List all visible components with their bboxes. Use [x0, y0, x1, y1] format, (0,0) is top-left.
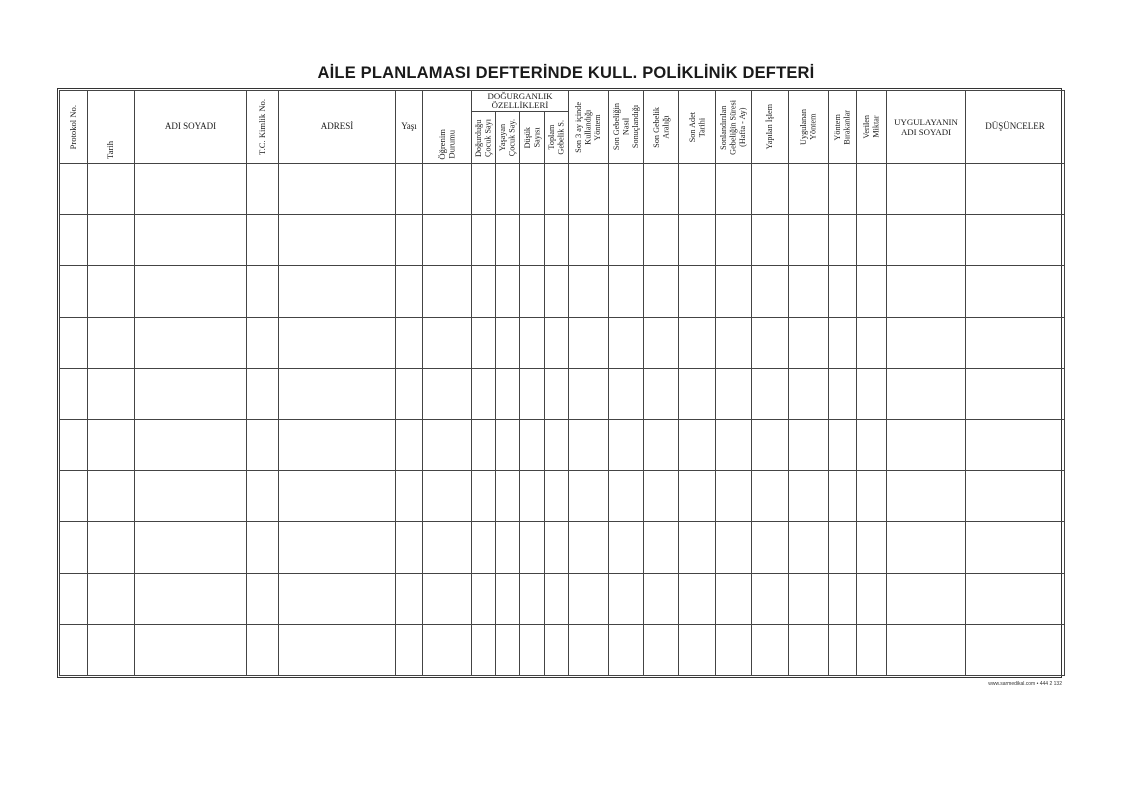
entry-cell[interactable]: [396, 471, 423, 522]
entry-cell[interactable]: [679, 317, 716, 368]
entry-cell[interactable]: [569, 266, 609, 317]
entry-cell[interactable]: [545, 368, 569, 419]
entry-cell[interactable]: [887, 471, 966, 522]
table-body: [60, 164, 1065, 676]
entry-cell[interactable]: [829, 471, 857, 522]
entry-cell[interactable]: [609, 215, 644, 266]
entry-cell[interactable]: [609, 522, 644, 573]
entry-cell[interactable]: [966, 317, 1065, 368]
entry-cell[interactable]: [520, 164, 545, 215]
entry-cell[interactable]: [857, 215, 887, 266]
entry-cell[interactable]: [789, 624, 829, 675]
entry-cell[interactable]: [679, 471, 716, 522]
entry-cell[interactable]: [545, 624, 569, 675]
entry-cell[interactable]: [752, 215, 789, 266]
entry-cell[interactable]: [609, 164, 644, 215]
entry-cell[interactable]: [545, 419, 569, 470]
table-row: [60, 317, 1065, 368]
col-verilen-miktar: Verilen Miktar: [857, 91, 887, 164]
entry-cell[interactable]: [679, 164, 716, 215]
entry-cell[interactable]: [496, 368, 520, 419]
entry-cell[interactable]: [857, 624, 887, 675]
entry-cell[interactable]: [966, 164, 1065, 215]
entry-cell[interactable]: [60, 164, 88, 215]
entry-cell[interactable]: [609, 471, 644, 522]
register-table: [59, 90, 1065, 676]
entry-cell[interactable]: [520, 215, 545, 266]
col-sonlandirilan: Sonlandırılan Gebeliğin Süresi (Hafta - Ay): [716, 91, 752, 164]
entry-cell[interactable]: [279, 164, 396, 215]
col-adresi: ADRESİ: [279, 91, 396, 164]
entry-cell[interactable]: [279, 624, 396, 675]
entry-cell[interactable]: [88, 215, 135, 266]
entry-cell[interactable]: [789, 164, 829, 215]
table-row: [60, 419, 1065, 470]
entry-cell[interactable]: [829, 573, 857, 624]
entry-cell[interactable]: [396, 624, 423, 675]
table-row: [60, 624, 1065, 675]
entry-cell[interactable]: [545, 573, 569, 624]
entry-cell[interactable]: [569, 164, 609, 215]
col-protokol-no: Protokol No.: [60, 91, 88, 164]
entry-cell[interactable]: [60, 368, 88, 419]
entry-cell[interactable]: [496, 164, 520, 215]
entry-cell[interactable]: [716, 266, 752, 317]
entry-cell[interactable]: [752, 368, 789, 419]
entry-cell[interactable]: [396, 368, 423, 419]
entry-cell[interactable]: [279, 471, 396, 522]
col-yontem-birakanlar: Yöntem Bırakanlar: [829, 91, 857, 164]
entry-cell[interactable]: [679, 368, 716, 419]
entry-cell[interactable]: [752, 164, 789, 215]
entry-cell[interactable]: [609, 266, 644, 317]
col-son-3-ay: Son 3 ay içinde Kullandığı Yöntem: [569, 91, 609, 164]
entry-cell[interactable]: [857, 164, 887, 215]
entry-cell[interactable]: [829, 164, 857, 215]
entry-cell[interactable]: [789, 317, 829, 368]
entry-cell[interactable]: [496, 266, 520, 317]
entry-cell[interactable]: [569, 522, 609, 573]
entry-cell[interactable]: [857, 522, 887, 573]
entry-cell[interactable]: [829, 215, 857, 266]
entry-cell[interactable]: [135, 164, 247, 215]
entry-cell[interactable]: [472, 419, 496, 470]
entry-cell[interactable]: [966, 573, 1065, 624]
entry-cell[interactable]: [247, 624, 279, 675]
entry-cell[interactable]: [472, 522, 496, 573]
entry-cell[interactable]: [752, 624, 789, 675]
entry-cell[interactable]: [396, 266, 423, 317]
entry-cell[interactable]: [857, 419, 887, 470]
col-tc-kimlik-no: T.C. Kimlik No.: [247, 91, 279, 164]
entry-cell[interactable]: [644, 419, 679, 470]
entry-cell[interactable]: [829, 624, 857, 675]
entry-cell[interactable]: [752, 419, 789, 470]
entry-cell[interactable]: [789, 368, 829, 419]
entry-cell[interactable]: [135, 522, 247, 573]
entry-cell[interactable]: [496, 471, 520, 522]
entry-cell[interactable]: [609, 317, 644, 368]
entry-cell[interactable]: [569, 624, 609, 675]
entry-cell[interactable]: [472, 266, 496, 317]
entry-cell[interactable]: [472, 215, 496, 266]
col-adi-soyadi: ADI SOYADI: [135, 91, 247, 164]
entry-cell[interactable]: [247, 317, 279, 368]
entry-cell[interactable]: [60, 573, 88, 624]
entry-cell[interactable]: [247, 368, 279, 419]
entry-cell[interactable]: [135, 419, 247, 470]
col-dusuk-sayisi: Düşük Sayısı: [520, 112, 545, 164]
entry-cell[interactable]: [887, 624, 966, 675]
entry-cell[interactable]: [966, 419, 1065, 470]
entry-cell[interactable]: [752, 573, 789, 624]
entry-cell[interactable]: [789, 419, 829, 470]
entry-cell[interactable]: [679, 624, 716, 675]
entry-cell[interactable]: [472, 368, 496, 419]
entry-cell[interactable]: [545, 215, 569, 266]
col-ogrenim-durumu: Öğrenim Durumu: [423, 91, 472, 164]
col-group-dogurganlik: DOĞURGANLIK ÖZELLİKLERİ: [472, 91, 569, 112]
entry-cell[interactable]: [520, 317, 545, 368]
entry-cell[interactable]: [496, 522, 520, 573]
entry-cell[interactable]: [396, 164, 423, 215]
col-doguruldugu-cocuk: Doğurduğu Çocuk Sayı: [472, 112, 496, 164]
entry-cell[interactable]: [247, 522, 279, 573]
table-row: [60, 471, 1065, 522]
entry-cell[interactable]: [247, 419, 279, 470]
page-title: AİLE PLANLAMASI DEFTERİNDE KULL. POLİKLİNİK DEFTERİ: [317, 64, 815, 82]
entry-cell[interactable]: [887, 164, 966, 215]
entry-cell[interactable]: [60, 419, 88, 470]
entry-cell[interactable]: [472, 624, 496, 675]
entry-cell[interactable]: [88, 573, 135, 624]
entry-cell[interactable]: [887, 317, 966, 368]
entry-cell[interactable]: [60, 266, 88, 317]
table-row: [60, 368, 1065, 419]
entry-cell[interactable]: [396, 317, 423, 368]
entry-cell[interactable]: [472, 317, 496, 368]
entry-cell[interactable]: [752, 522, 789, 573]
entry-cell[interactable]: [88, 368, 135, 419]
entry-cell[interactable]: [496, 419, 520, 470]
entry-cell[interactable]: [716, 471, 752, 522]
entry-cell[interactable]: [569, 419, 609, 470]
col-uygulayanin: UYGULAYANIN ADI SOYADI: [887, 91, 966, 164]
entry-cell[interactable]: [520, 573, 545, 624]
entry-cell[interactable]: [609, 368, 644, 419]
table-row: [60, 164, 1065, 215]
entry-cell[interactable]: [716, 164, 752, 215]
entry-cell[interactable]: [135, 573, 247, 624]
entry-cell[interactable]: [545, 471, 569, 522]
entry-cell[interactable]: [887, 266, 966, 317]
entry-cell[interactable]: [857, 573, 887, 624]
entry-cell[interactable]: [789, 522, 829, 573]
entry-cell[interactable]: [396, 522, 423, 573]
entry-cell[interactable]: [247, 573, 279, 624]
entry-cell[interactable]: [279, 215, 396, 266]
entry-cell[interactable]: [135, 624, 247, 675]
entry-cell[interactable]: [789, 215, 829, 266]
entry-cell[interactable]: [279, 317, 396, 368]
entry-cell[interactable]: [966, 215, 1065, 266]
entry-cell[interactable]: [279, 266, 396, 317]
entry-cell[interactable]: [135, 317, 247, 368]
entry-cell[interactable]: [496, 624, 520, 675]
entry-cell[interactable]: [88, 266, 135, 317]
entry-cell[interactable]: [569, 215, 609, 266]
entry-cell[interactable]: [644, 266, 679, 317]
entry-cell[interactable]: [472, 164, 496, 215]
entry-cell[interactable]: [520, 368, 545, 419]
entry-cell[interactable]: [716, 368, 752, 419]
entry-cell[interactable]: [609, 573, 644, 624]
col-uygulanan-yontem: Uygulanan Yöntem: [789, 91, 829, 164]
entry-cell[interactable]: [520, 419, 545, 470]
entry-cell[interactable]: [423, 471, 472, 522]
entry-cell[interactable]: [752, 471, 789, 522]
entry-cell[interactable]: [520, 522, 545, 573]
entry-cell[interactable]: [545, 317, 569, 368]
entry-cell[interactable]: [423, 573, 472, 624]
entry-cell[interactable]: [496, 215, 520, 266]
entry-cell[interactable]: [966, 624, 1065, 675]
entry-cell[interactable]: [135, 266, 247, 317]
entry-cell[interactable]: [887, 368, 966, 419]
entry-cell[interactable]: [644, 522, 679, 573]
col-son-adet-tarihi: Son Adet Tarihi: [679, 91, 716, 164]
entry-cell[interactable]: [644, 624, 679, 675]
col-son-gebelik-sonuc: Son Gebeliğin Nasıl Sonuçlandığı: [609, 91, 644, 164]
entry-cell[interactable]: [247, 164, 279, 215]
entry-cell[interactable]: [966, 522, 1065, 573]
entry-cell[interactable]: [609, 419, 644, 470]
entry-cell[interactable]: [88, 164, 135, 215]
col-toplam-gebelik: Toplam Gebelik S.: [545, 112, 569, 164]
entry-cell[interactable]: [247, 215, 279, 266]
entry-cell[interactable]: [857, 368, 887, 419]
entry-cell[interactable]: [496, 317, 520, 368]
entry-cell[interactable]: [472, 471, 496, 522]
entry-cell[interactable]: [887, 419, 966, 470]
entry-cell[interactable]: [88, 624, 135, 675]
table-row: [60, 522, 1065, 573]
entry-cell[interactable]: [857, 471, 887, 522]
entry-cell[interactable]: [829, 266, 857, 317]
entry-cell[interactable]: [887, 215, 966, 266]
col-son-gebelik-araligi: Son Gebelik Aralığı: [644, 91, 679, 164]
entry-cell[interactable]: [279, 368, 396, 419]
entry-cell[interactable]: [829, 522, 857, 573]
entry-cell[interactable]: [247, 266, 279, 317]
entry-cell[interactable]: [545, 266, 569, 317]
entry-cell[interactable]: [679, 266, 716, 317]
entry-cell[interactable]: [520, 624, 545, 675]
entry-cell[interactable]: [423, 266, 472, 317]
entry-cell[interactable]: [60, 317, 88, 368]
entry-cell[interactable]: [789, 573, 829, 624]
entry-cell[interactable]: [857, 266, 887, 317]
entry-cell[interactable]: [60, 215, 88, 266]
entry-cell[interactable]: [569, 471, 609, 522]
entry-cell[interactable]: [716, 317, 752, 368]
entry-cell[interactable]: [423, 317, 472, 368]
col-yasayan-cocuk: Yaşayan Çocuk Say.: [496, 112, 520, 164]
entry-cell[interactable]: [569, 573, 609, 624]
table-row: [60, 573, 1065, 624]
entry-cell[interactable]: [752, 266, 789, 317]
entry-cell[interactable]: [60, 522, 88, 573]
entry-cell[interactable]: [887, 522, 966, 573]
entry-cell[interactable]: [545, 164, 569, 215]
entry-cell[interactable]: [279, 573, 396, 624]
entry-cell[interactable]: [88, 419, 135, 470]
entry-cell[interactable]: [716, 573, 752, 624]
entry-cell[interactable]: [966, 471, 1065, 522]
entry-cell[interactable]: [520, 471, 545, 522]
entry-cell[interactable]: [88, 471, 135, 522]
entry-cell[interactable]: [966, 368, 1065, 419]
entry-cell[interactable]: [644, 368, 679, 419]
entry-cell[interactable]: [644, 573, 679, 624]
col-dusunceler: DÜŞÜNCELER: [966, 91, 1065, 164]
entry-cell[interactable]: [135, 471, 247, 522]
entry-cell[interactable]: [644, 471, 679, 522]
entry-cell[interactable]: [887, 573, 966, 624]
entry-cell[interactable]: [752, 317, 789, 368]
entry-cell[interactable]: [496, 573, 520, 624]
entry-cell[interactable]: [966, 266, 1065, 317]
entry-cell[interactable]: [679, 573, 716, 624]
table-row: [60, 215, 1065, 266]
entry-cell[interactable]: [396, 215, 423, 266]
entry-cell[interactable]: [644, 164, 679, 215]
entry-cell[interactable]: [423, 215, 472, 266]
entry-cell[interactable]: [279, 419, 396, 470]
entry-cell[interactable]: [679, 522, 716, 573]
entry-cell[interactable]: [716, 215, 752, 266]
entry-cell[interactable]: [609, 624, 644, 675]
entry-cell[interactable]: [135, 215, 247, 266]
entry-cell[interactable]: [716, 522, 752, 573]
entry-cell[interactable]: [829, 317, 857, 368]
entry-cell[interactable]: [88, 522, 135, 573]
entry-cell[interactable]: [857, 317, 887, 368]
entry-cell[interactable]: [520, 266, 545, 317]
entry-cell[interactable]: [644, 317, 679, 368]
entry-cell[interactable]: [472, 573, 496, 624]
entry-cell[interactable]: [396, 419, 423, 470]
entry-cell[interactable]: [396, 573, 423, 624]
entry-cell[interactable]: [423, 368, 472, 419]
footer-note: www.sarmedikal.com • 444 2 132: [988, 681, 1062, 687]
entry-cell[interactable]: [88, 317, 135, 368]
entry-cell[interactable]: [829, 419, 857, 470]
col-yasi: Yaşı: [396, 91, 423, 164]
entry-cell[interactable]: [569, 317, 609, 368]
table-row: [60, 266, 1065, 317]
entry-cell[interactable]: [789, 266, 829, 317]
entry-cell[interactable]: [279, 522, 396, 573]
entry-cell[interactable]: [679, 419, 716, 470]
col-tarih: Tarih: [88, 91, 135, 164]
entry-cell[interactable]: [423, 624, 472, 675]
entry-cell[interactable]: [789, 471, 829, 522]
entry-cell[interactable]: [423, 164, 472, 215]
entry-cell[interactable]: [716, 419, 752, 470]
entry-cell[interactable]: [423, 522, 472, 573]
entry-cell[interactable]: [60, 471, 88, 522]
col-yapilan-islem: Yapılan İşlem: [752, 91, 789, 164]
entry-cell[interactable]: [679, 215, 716, 266]
entry-cell[interactable]: [423, 419, 472, 470]
entry-cell[interactable]: [569, 368, 609, 419]
entry-cell[interactable]: [716, 624, 752, 675]
entry-cell[interactable]: [545, 522, 569, 573]
entry-cell[interactable]: [60, 624, 88, 675]
entry-cell[interactable]: [247, 471, 279, 522]
entry-cell[interactable]: [829, 368, 857, 419]
entry-cell[interactable]: [135, 368, 247, 419]
entry-cell[interactable]: [644, 215, 679, 266]
